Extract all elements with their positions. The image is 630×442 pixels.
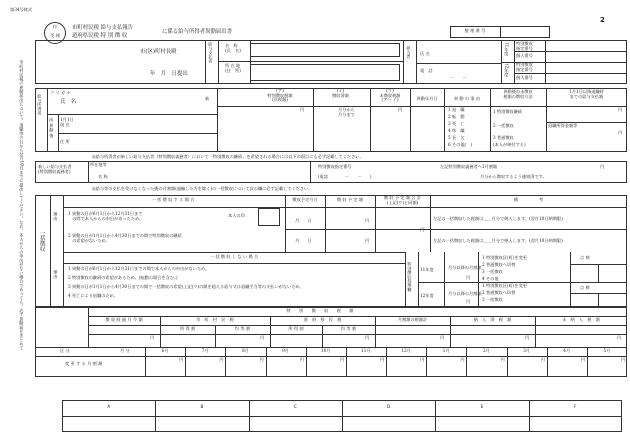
payer-name-field[interactable] (250, 43, 400, 57)
yotei-date-1: 月 日 (295, 218, 312, 223)
tax-yen-3: 円 (365, 335, 370, 340)
col-i-months: 月分から 月分まで (338, 107, 355, 117)
payer-address-field[interactable] (250, 64, 400, 81)
ikkatsu-shinai-1: 1 異動の日が6月1日から12月31日までの間で本人からの申出がないため。 (68, 266, 210, 271)
new-payer-name: 名 称 (98, 174, 108, 179)
month-label: 7月 (201, 348, 209, 353)
shori-12-tsuki: 月分以降の月割額 (448, 291, 482, 296)
receipt-stamp-bottom: 受 理 (50, 33, 60, 38)
ikkatsu-riyu-1: 理由 (53, 212, 59, 221)
month-yen: 円 (259, 357, 264, 362)
grid-letter: A (107, 404, 111, 409)
month-yen: 円 (420, 357, 425, 362)
ikkatsu-shinai-header: 一 括 徴 収 し な い 場 合 (209, 254, 259, 259)
payer-address-label: 所 在 地 (住 所) (225, 63, 241, 73)
new-payer-monthly: 左記特別徴収義務者へ1月割額 (440, 164, 498, 169)
shori-12-label: 12年度 (420, 293, 434, 298)
month-divider (306, 347, 307, 377)
new-mark: 新 (205, 96, 210, 101)
month-label: 11月 (361, 348, 371, 353)
yotei-total-yen: 円 (420, 227, 425, 232)
honnin-seal-box[interactable] (258, 208, 280, 226)
page-number: 2 (600, 16, 605, 24)
tax-yen-1: 円 (150, 335, 155, 340)
reason-3: 3 死 亡 (448, 121, 465, 126)
ikkatsu-suru-1: 1 異動の日が6月1日から12月31日まで の間で本人からの申出があったため。 (68, 211, 144, 221)
title-line-2: 道府県民税 特 別 徴 収 (72, 33, 128, 39)
col-jiyu-header: 異 動 の 事 由 (453, 96, 481, 101)
note-ikkatsu: ◎給与等の支払を受けなくなった後の月割額(過輸した方を除く)の一括徴収について次の欄に必ず記載してください。 (92, 186, 313, 191)
month-divider (185, 347, 186, 377)
method-1: 1 特別徴収継続 (493, 109, 523, 114)
side-instruction-note: 市町村民税の異動届出について、退職等の日から翌月10日までに提出してください。なお、本人からの申出がない場合であっても、必ず異動届をまとめて (19, 60, 25, 351)
reason-2: 2 転 勤 (448, 114, 465, 119)
ikkatsu-riyu-2: 理由 (53, 270, 59, 279)
shori-12-opt-2: 2 普通徴収へ切替 (482, 290, 516, 295)
col-jan-yen: 円 (618, 107, 623, 112)
biko-1: 左記の一括徴収した税額は＿＿月分で納入します。(翌月10日納期限) (433, 216, 563, 221)
month-yen: 円 (500, 357, 505, 362)
ikkatsu-shinai-2: 2 特別徴収の継続の希望があるため。(転勤の場合を含む。) (68, 275, 178, 280)
month-label: 12月 (401, 348, 411, 353)
grid-divider (529, 400, 530, 432)
tenken-11: 点 検 (580, 255, 590, 260)
year-11-label: 11年度 (504, 42, 510, 56)
new-payer-addr: 所在地等 (90, 162, 107, 167)
grid-letter: C (293, 404, 297, 409)
henkou-label: 変 更 す る 月 割 額 (65, 361, 103, 366)
tax-sub-0: 所 得 割 (179, 326, 196, 331)
tenken-12: 点 検 (580, 285, 590, 290)
grid-divider (342, 400, 343, 432)
new-payer-phone: (電話 － － ) (318, 174, 372, 179)
year-12-label: 12年度 (504, 63, 510, 77)
method-note: (本人が納付する) (493, 142, 526, 147)
reason-6: 6 その他( ) (448, 142, 473, 147)
getsu-bun-label: 月 分 (120, 348, 130, 353)
shori-11-opt-3: 3 一括徴収 (482, 269, 503, 274)
biko-2: 左記の一括徴収した税額は＿＿月分で納入します。(翌月10日納期限) (433, 238, 563, 243)
new-payer-label: 新しい給与支払者 (特別徴収義務者) (38, 164, 72, 174)
reason-4: 4 休 職 (448, 128, 465, 133)
shori-12-yen: 円 (466, 299, 471, 304)
month-label: 4月 (563, 348, 571, 353)
shori-11-tsuki: 月分以降の月割額 (448, 265, 482, 270)
tax-sub-3: 均 等 割 (340, 326, 357, 331)
month-yen: 円 (339, 357, 345, 362)
shori-12-opt-3: 3 一括徴収 (482, 297, 503, 302)
col-a-header: (ア) 特別徴収税額 (年税額) (267, 88, 293, 103)
taishoku-label: 退職所得金額等 (548, 123, 578, 128)
payer-name-label: 名 称 (氏 名) (225, 43, 241, 53)
ikkatsu-shinai-4: 4 死亡による退職のため。 (68, 293, 118, 298)
yotei-date-2: 月 日 (295, 238, 312, 243)
yotei-amount-yen-1: 円 (365, 218, 370, 223)
city-addressee: 市(区)町村長殿 (140, 49, 177, 55)
taishoku-yen: 円 (618, 130, 623, 135)
ikkatsu-side: 一括徴収 (38, 230, 45, 252)
tanto-name-label: 氏 名 (420, 51, 430, 56)
yotei-total-header: 徴 収 予 定 額 合 計 (上記(ウ)と同額) (383, 195, 422, 205)
shori-side: 特別徴収処理欄 (407, 262, 413, 292)
ikkatsu-shinai-3: 3 異動の日が1月1日から4月30日までの間で一括徴収の希望(上記(ウ)の額を超える給与又は退職手当等の支払いがないため。 (68, 284, 304, 289)
tax-yen-6: 円 (617, 335, 622, 340)
submission-date: 年 月 日提出 (150, 71, 188, 77)
employee-side-label: 給与所得者 (37, 94, 43, 115)
grid-letter: E (480, 404, 484, 409)
shori-11-yen: 円 (466, 275, 471, 280)
month-divider (507, 347, 508, 377)
method-3: 3 普通徴収 (493, 135, 514, 140)
shori-11-opt-2: 2 普通徴収へ切替 (482, 262, 516, 267)
tax-sub-2: 所 得 割 (288, 326, 304, 331)
new-payer-yen: 円 (600, 164, 605, 169)
employee-new-address: 住 所 (60, 139, 70, 144)
month-divider (225, 347, 226, 377)
shori-11-label: 11年度 (420, 267, 434, 272)
employee-address-label: 所 異動 後 (49, 118, 55, 138)
tanto-phone-dash: － － (450, 75, 467, 80)
grid-letter: F (574, 404, 577, 409)
month-yen: 円 (460, 357, 465, 362)
month-label: 9月 (282, 348, 289, 353)
ikkatsu-suru-2: 2 異動の日が1月1日から4月30日までの間で特別徴収の継続 の希望がないため。 (68, 233, 182, 243)
shori-12-opt-1: 1 特別徴収区(町)を変更 (482, 283, 527, 288)
col-u-header: (ウ) 未徴収税額 (アー イ) (379, 88, 401, 103)
month-yen: 円 (219, 357, 224, 362)
month-divider (587, 347, 588, 377)
month-label: 8月 (241, 348, 249, 353)
new-payer-shitei: 特別徴収指定番号 (318, 164, 352, 169)
month-yen: 円 (380, 357, 385, 362)
yotei-date-header: 徴収予定月日 (292, 197, 318, 202)
month-label: 10月 (320, 348, 331, 353)
payer-side-label: 給与支払者 (208, 42, 214, 63)
note-continue: ◎給与所得者が新しい給与支払者（特別徴収義務者）において「特別徴収の継続」を希望される場合には以下の項目にも必ず記載してください。 (92, 154, 364, 159)
month-divider (346, 347, 347, 377)
tax-sub-1: 均 等 割 (234, 326, 251, 331)
tax-col-1: 市 町 村 民 税 (196, 317, 234, 322)
month-yen: 円 (621, 357, 626, 362)
col-i-header: (イ) 徴収済額 (332, 88, 349, 98)
month-divider (386, 347, 387, 377)
jan1-address-label: 1月1日 現 在 (60, 117, 74, 127)
month-label: 2月 (482, 348, 490, 353)
reason-5: 5 長 欠 (448, 135, 465, 140)
tax-table-header: 特 別 徴 収 税 額 (286, 308, 354, 313)
month-label: 3月 (523, 348, 530, 353)
grid-divider (155, 400, 156, 432)
month-yen: 円 (299, 357, 304, 362)
month-label: 5月 (603, 348, 611, 353)
grid-divider (435, 400, 436, 432)
grid-divider (249, 400, 250, 432)
kojin-11-label: 個人番号 (516, 53, 533, 58)
col-jan-header: 1月1日以降退職時 までの給与支払額 (569, 89, 604, 99)
tax-col-0: 徴 収 経 過 月 令 額 (105, 317, 143, 322)
ikkatsu-suru-header: 一 括 徴 収 す る 場 合 (151, 197, 195, 202)
honnin-seal-label: 本人の印 (228, 213, 245, 218)
shitei-12-label: 特別徴収 指定番号 (516, 62, 533, 72)
yotei-amount-header: 徴 収 予 定 額 (336, 197, 364, 202)
shori-11-opt-1: 1 特別徴収区(町)を変更 (482, 255, 527, 260)
furigana-label: フ リ ガ ナ (50, 90, 71, 95)
form-number: 第34号様式 (10, 7, 33, 12)
tax-col-4: 納 入 済 税 額 (473, 317, 512, 322)
month-divider (547, 347, 548, 377)
reason-1: 1 退 職 (448, 107, 465, 112)
tax-col-5: 未 納 入 税 額 (562, 317, 600, 322)
month-divider (145, 347, 146, 377)
month-divider (266, 347, 267, 377)
tax-col-2: 道 府 県 民 税 (303, 317, 342, 322)
kojin-12-label: 個人番号 (516, 75, 533, 80)
tax-col-3: 月割額の税額計 (397, 317, 428, 322)
yotei-amount-yen-2: 円 (365, 238, 370, 243)
tax-yen-4: 円 (440, 335, 445, 340)
method-2: 2 一括徴収 (493, 123, 514, 128)
col-idou-header: 異動年月日 (416, 96, 438, 101)
month-yen: 円 (580, 357, 586, 362)
shitei-11-label: 特別徴収 指定番号 (516, 41, 533, 51)
tax-yen-5: 円 (525, 335, 530, 340)
month-label: 6月 (161, 348, 169, 353)
biko-header: 備 考 (513, 197, 544, 202)
title-line-1: 市町村民税 給与支払報告 (72, 25, 134, 31)
month-yen: 円 (179, 357, 184, 362)
shori-11-opt-4: 4 その他 (482, 276, 499, 281)
seiri-label: 整 理 番 号 (464, 28, 486, 33)
grid-letter: D (387, 404, 391, 409)
tanto-label: 担当者 (406, 46, 412, 59)
kubun-label: 区 分 (60, 348, 70, 353)
new-payer-note: 月分から徴収するよう連絡済です。 (480, 174, 547, 179)
title-suffix: に係る給与所得者異動届出書 (162, 29, 233, 35)
col-method-header: 異動後の未徴収 税額の徴収方法 (503, 89, 533, 99)
month-label: 1月 (442, 348, 450, 353)
receipt-stamp-top: 付 (52, 24, 58, 29)
tax-yen-2: 円 (260, 335, 265, 340)
employee-name-label: 氏 名 (60, 99, 77, 105)
col-a-yen: 円 (300, 107, 305, 112)
col-u-yen: 円 (398, 107, 403, 112)
tanto-phone-label: 電 話 (420, 68, 433, 73)
month-divider (466, 347, 467, 377)
grid-letter: B (200, 404, 204, 409)
month-divider (426, 347, 427, 377)
month-yen: 円 (540, 357, 545, 362)
